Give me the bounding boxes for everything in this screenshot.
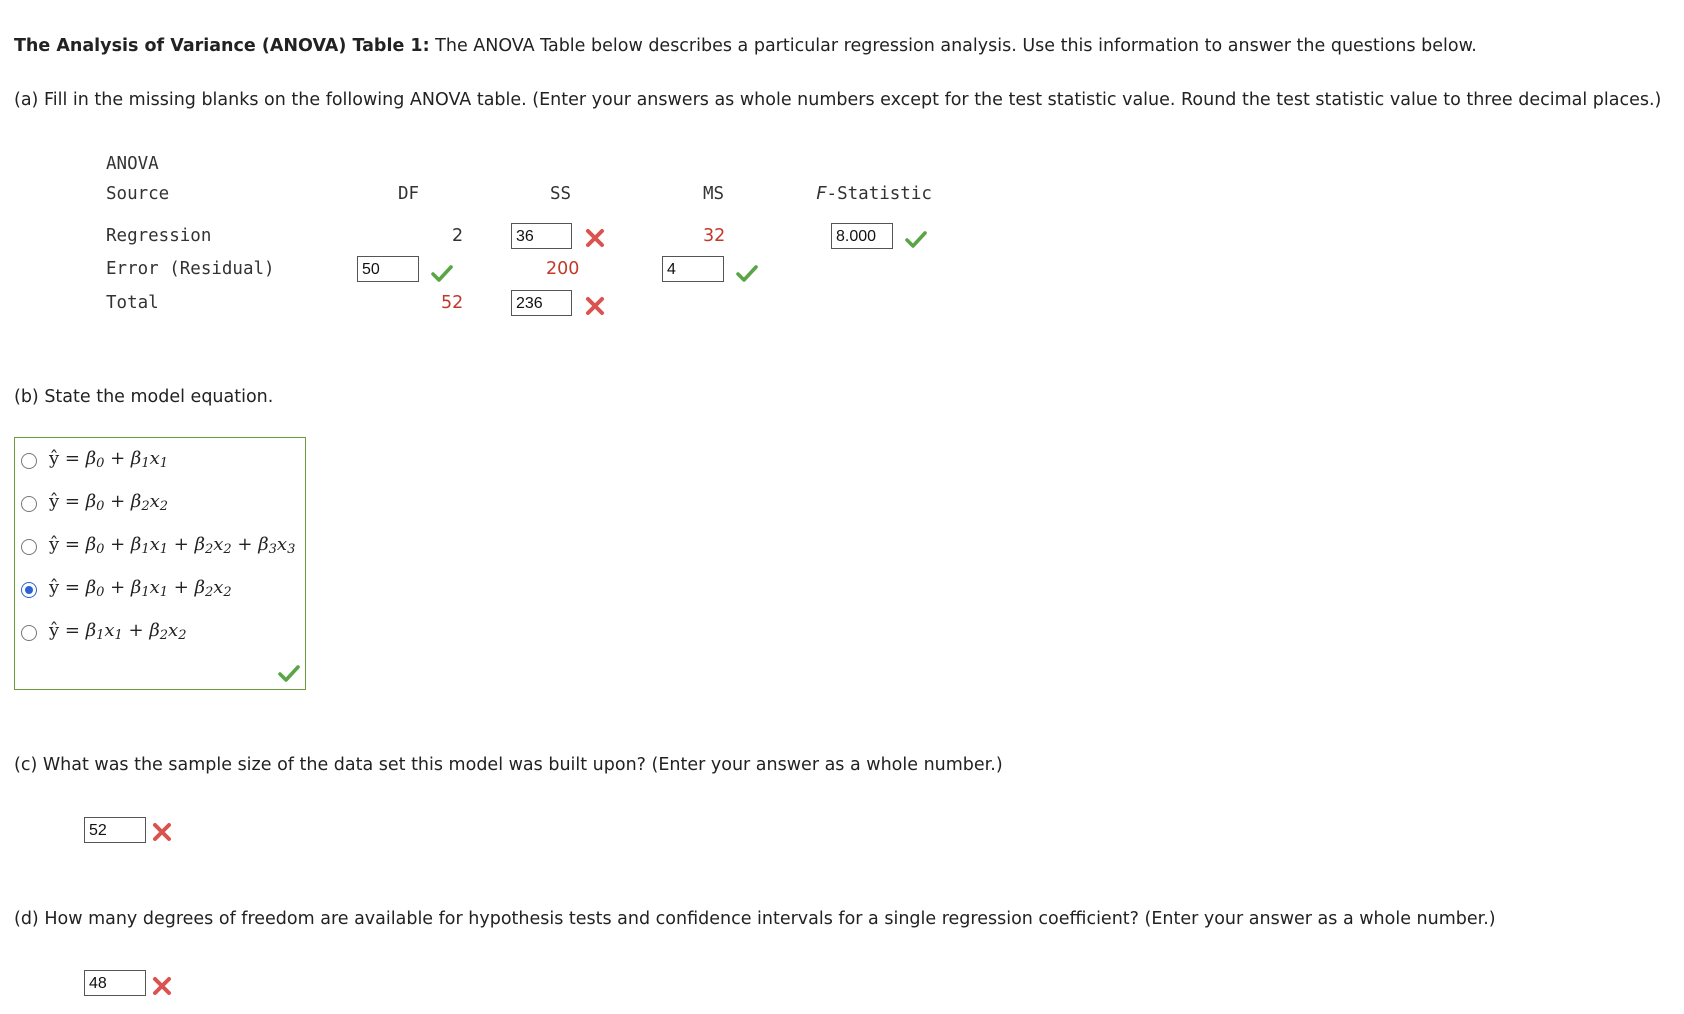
correct-check-icon bbox=[736, 262, 758, 284]
sample-size-input[interactable]: 52 bbox=[84, 817, 146, 843]
total-df: 52 bbox=[441, 293, 464, 313]
row-total-label: Total bbox=[106, 293, 159, 313]
anova-title: ANOVA bbox=[106, 154, 159, 174]
f-statistic-input[interactable]: 8.000 bbox=[831, 223, 893, 249]
equation-option-1: ŷ = $\beta_0 + \beta_1x_1$ bbox=[49, 448, 169, 471]
radio-button[interactable] bbox=[21, 539, 37, 555]
radio-button-selected[interactable] bbox=[21, 582, 37, 598]
incorrect-x-icon bbox=[151, 975, 173, 997]
header-source: Source bbox=[106, 184, 170, 204]
error-ss: 200 bbox=[546, 259, 580, 279]
total-ss-input[interactable]: 236 bbox=[511, 290, 572, 316]
correct-check-icon bbox=[431, 262, 453, 284]
equation-option-2: ŷ = $\beta_0 + \beta_2x_2$ bbox=[49, 491, 169, 514]
intro-text bbox=[14, 36, 1477, 56]
error-ms-input[interactable]: 4 bbox=[662, 256, 724, 282]
equation-option-4: ŷ = $\beta_0 + \beta_1x_1 + \beta_2x_2$ bbox=[49, 577, 232, 600]
part-c-prompt: (c) What was the sample size of the data set this model was built upon? (Enter your answer as a whole number.) bbox=[14, 755, 1003, 775]
radio-button[interactable] bbox=[21, 453, 37, 469]
correct-check-icon bbox=[278, 662, 300, 684]
incorrect-x-icon bbox=[584, 295, 606, 317]
intro-body: The ANOVA Table below describes a particular regression analysis. Use this information to answer the questions below. bbox=[429, 36, 1477, 56]
regression-ms: 32 bbox=[703, 226, 726, 246]
regression-ss-input[interactable]: 36 bbox=[511, 223, 572, 249]
intro-bold: The Analysis of Variance (ANOVA) Table 1: bbox=[14, 36, 430, 56]
radio-button[interactable] bbox=[21, 496, 37, 512]
equation-option-5: ŷ = $\beta_1x_1 + \beta_2x_2$ bbox=[49, 620, 187, 643]
header-df: DF bbox=[398, 184, 420, 204]
correct-check-icon bbox=[905, 228, 927, 250]
equation-option-3: ŷ = $\beta_0 + \beta_1x_1 + \beta_2x_2 + \beta_3x_3$ bbox=[49, 534, 296, 557]
row-error-label: Error (Residual) bbox=[106, 259, 275, 279]
row-regression-label: Regression bbox=[106, 226, 212, 246]
part-d-prompt: (d) How many degrees of freedom are available for hypothesis tests and confidence intervals for a single regression coefficient? (Enter your answer as a whole number.) bbox=[14, 909, 1496, 929]
regression-df: 2 bbox=[452, 226, 464, 246]
model-equation-choices bbox=[14, 437, 306, 690]
incorrect-x-icon bbox=[584, 227, 606, 249]
header-ss: SS bbox=[550, 184, 572, 204]
header-f-statistic: F-Statistic bbox=[816, 184, 932, 204]
error-df-input[interactable]: 50 bbox=[357, 256, 419, 282]
radio-button[interactable] bbox=[21, 625, 37, 641]
part-b-prompt: (b) State the model equation. bbox=[14, 387, 274, 407]
incorrect-x-icon bbox=[151, 821, 173, 843]
degrees-of-freedom-input[interactable]: 48 bbox=[84, 970, 146, 996]
header-ms: MS bbox=[703, 184, 725, 204]
part-a-prompt: (a) Fill in the missing blanks on the following ANOVA table. (Enter your answers as whole numbers except for the test statistic value. Round the test statistic value to three decimal places.) bbox=[14, 90, 1662, 110]
